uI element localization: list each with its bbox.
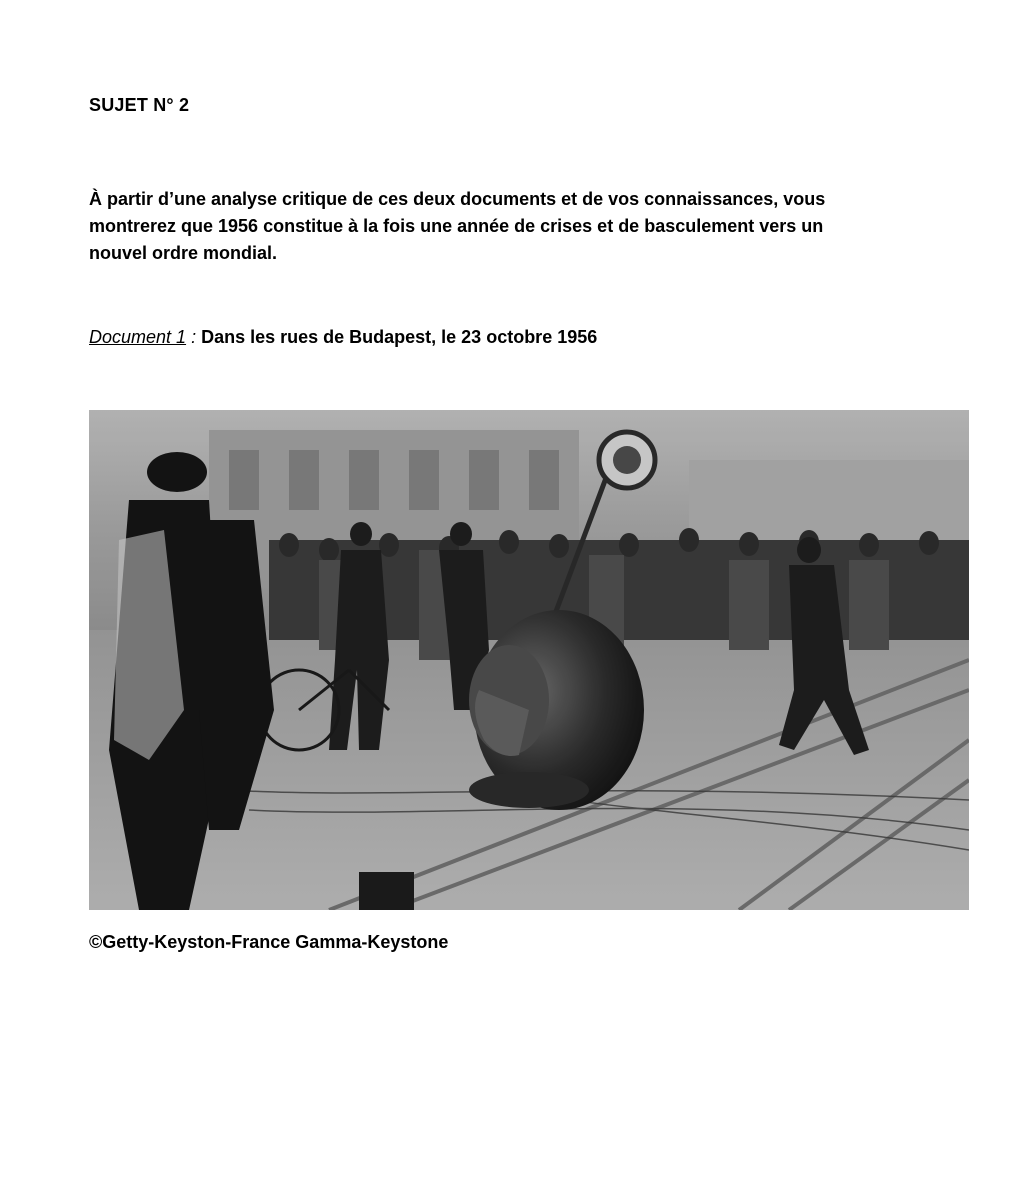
subject-title: SUJET N° 2 bbox=[89, 95, 190, 115]
photo-illustration bbox=[89, 410, 969, 910]
document-separator: : bbox=[186, 327, 202, 347]
document-title: Dans les rues de Budapest, le 23 octobre 1956 bbox=[201, 327, 598, 347]
prompt-line-2: montrerez que 1956 constitue à la fois une année de crises et de basculement vers un bbox=[89, 216, 824, 236]
prompt-line-3: nouvel ordre mondial. bbox=[89, 243, 278, 263]
photo-credit: ©Getty-Keyston-France Gamma-Keystone bbox=[89, 932, 449, 952]
document-label: Document 1 bbox=[89, 327, 187, 347]
exam-prompt bbox=[89, 186, 939, 267]
document-caption bbox=[89, 327, 597, 348]
prompt-line-1: À partir d’une analyse critique de ces deux documents et de vos connaissances, vous bbox=[89, 189, 826, 209]
budapest-photograph bbox=[89, 410, 969, 910]
